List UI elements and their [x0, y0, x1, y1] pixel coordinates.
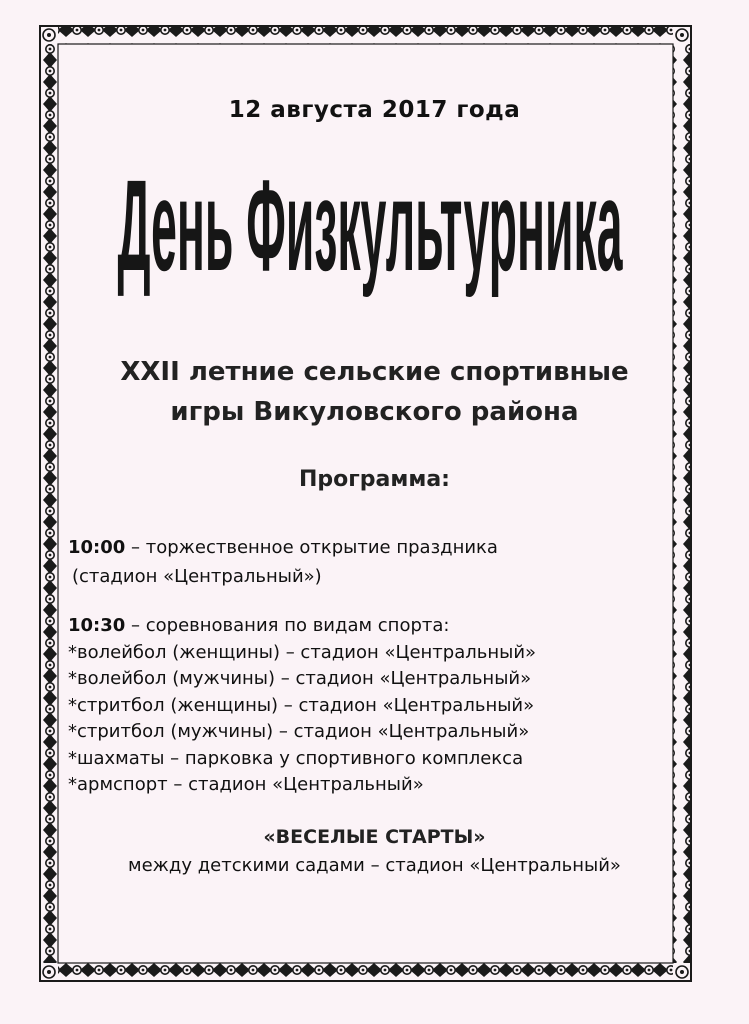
event-item: *волейбол (мужчины) – стадион «Центральный»	[68, 668, 532, 689]
event-item: *стритбол (мужчины) – стадион «Центральный»	[68, 721, 530, 742]
event-item: *волейбол (женщины) – стадион «Центральный»	[68, 641, 537, 663]
subtitle-line-2: игры Викуловского района	[170, 397, 579, 427]
event-item: *шахматы – парковка у спортивного комплекса	[68, 747, 524, 769]
competitions-line	[68, 613, 536, 640]
event-date: 12 августа 2017 года	[228, 97, 521, 123]
opening-block	[68, 533, 498, 591]
event-item: *стритбол (женщины) – стадион «Центральный»	[68, 694, 535, 716]
poster-title	[110, 158, 630, 303]
games-subtitle	[0, 352, 749, 432]
competitions-text: – соревнования по видам спорта:	[125, 615, 450, 636]
fun-starts-subtitle: между детскими садами – стадион «Центральный»	[128, 855, 621, 876]
competitions-block	[68, 613, 536, 799]
opening-text: – торжественное открытие праздника	[125, 537, 498, 558]
opening-place: (стадион «Центральный»)	[72, 566, 322, 587]
competitions-time: 10:30	[68, 615, 126, 636]
opening-time: 10:00	[68, 537, 126, 558]
poster-title-text: День Физкультурника	[117, 158, 624, 299]
program-heading: Программа:	[299, 467, 450, 492]
fun-starts-heading: «ВЕСЕЛЫЕ СТАРТЫ»	[263, 826, 486, 848]
subtitle-line-1: XXII летние сельские спортивные	[120, 357, 629, 387]
event-item: *армспорт – стадион «Центральный»	[68, 774, 424, 795]
opening-line	[68, 533, 498, 562]
